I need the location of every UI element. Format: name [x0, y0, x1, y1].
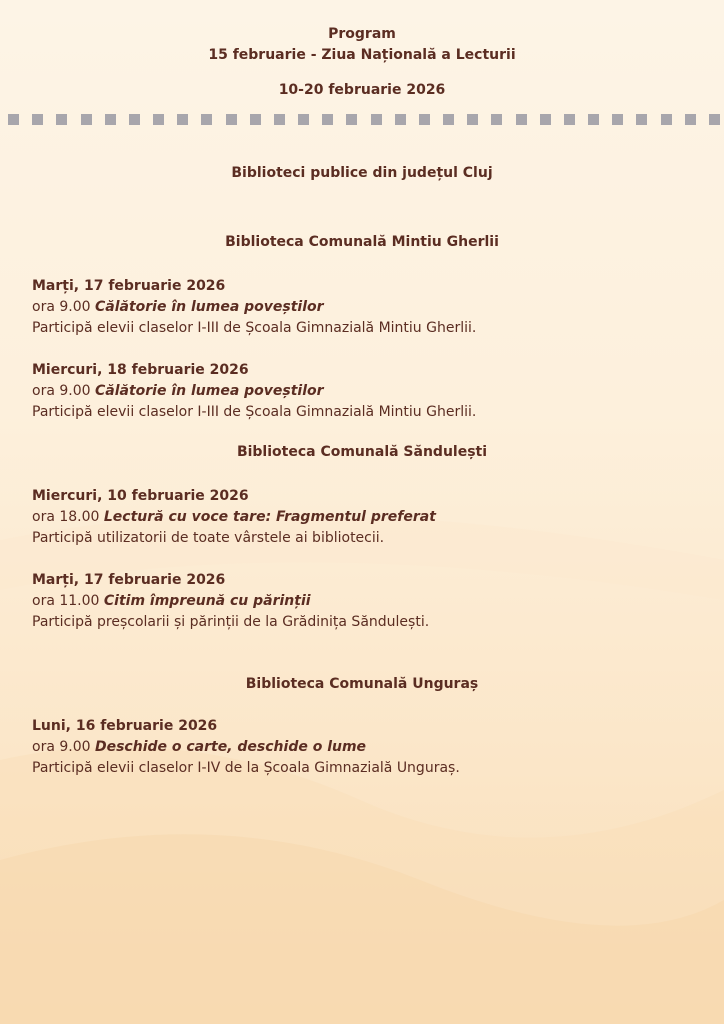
event-title: Călătorie în lumea poveștilor — [94, 383, 324, 399]
event-date: Miercuri, 18 februarie 2026 — [32, 362, 249, 378]
event-item — [32, 716, 712, 779]
event-participants: Participă preșcolarii și părinții de la Grădinița Săndulești. — [32, 614, 430, 630]
event-item — [32, 570, 712, 633]
event-time: ora 9.00 — [32, 383, 91, 399]
event-participants: Participă elevii claselor I-III de Școala Gimnazială Mintiu Gherlii. — [32, 404, 477, 420]
header-program: Program — [328, 26, 396, 42]
event-participants: Participă elevii claselor I-IV de la Școala Gimnazială Unguraș. — [32, 760, 460, 776]
event-title: Deschide o carte, deschide o lume — [94, 739, 367, 755]
event-date: Marți, 17 februarie 2026 — [32, 278, 226, 294]
event-item — [32, 360, 712, 423]
event-title: Călătorie în lumea poveștilor — [94, 299, 324, 315]
header-dates: 10-20 februarie 2026 — [278, 82, 446, 98]
event-time: ora 9.00 — [32, 299, 91, 315]
library-name-unguras: Biblioteca Comunală Unguraș — [245, 676, 479, 692]
section-title: Biblioteci publice din județul Cluj — [231, 165, 493, 181]
library-name-sandulesti: Biblioteca Comunală Săndulești — [236, 444, 488, 460]
event-time: ora 9.00 — [32, 739, 91, 755]
library-name-mintiu-gherlii: Biblioteca Comunală Mintiu Gherlii — [225, 234, 499, 250]
event-time: ora 11.00 — [32, 593, 100, 609]
event-title: Citim împreună cu părinții — [103, 593, 311, 609]
event-participants: Participă utilizatorii de toate vârstele ai bibliotecii. — [32, 530, 385, 546]
event-title: Lectură cu voce tare: Fragmentul preferat — [103, 509, 436, 525]
event-participants: Participă elevii claselor I-III de Școala Gimnazială Mintiu Gherlii. — [32, 320, 477, 336]
dashed-divider — [8, 114, 720, 126]
event-date: Miercuri, 10 februarie 2026 — [32, 488, 249, 504]
event-date: Marți, 17 februarie 2026 — [32, 572, 226, 588]
event-date: Luni, 16 februarie 2026 — [32, 718, 218, 734]
event-item — [32, 486, 712, 549]
header-subtitle: 15 februarie - Ziua Națională a Lecturii — [208, 47, 516, 63]
event-item — [32, 276, 712, 339]
event-time: ora 18.00 — [32, 509, 100, 525]
